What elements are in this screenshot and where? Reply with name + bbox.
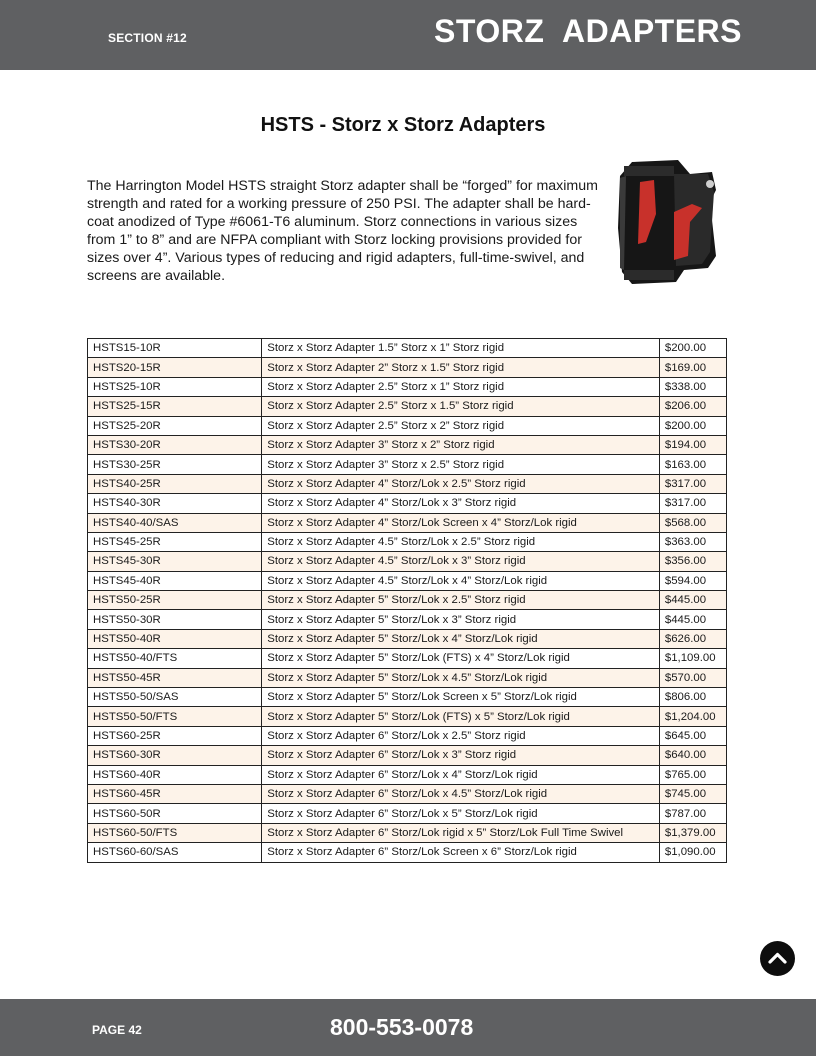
description-cell: Storz x Storz Adapter 6” Storz/Lok x 4” Storz/Lok rigid (262, 765, 660, 784)
product-description: The Harrington Model HSTS straight Storz adapter shall be “forged” for maximum strength and rated for a working pressure of 250 PSI. The adapter shall be hard-coat anodized of Type #6061-T6 aluminum. Storz connections in various sizes from 1” to 8” and are NFPA compliant with Storz locking provisions provided for sizes over 4”. Various types of reducing and rigid adapters, full-time-swivel, and screens are available. (87, 178, 598, 284)
table-row (88, 591, 727, 610)
table-row (88, 532, 727, 551)
price-cell: $787.00 (659, 804, 726, 823)
page-header (0, 0, 816, 70)
model-cell: HSTS30-25R (88, 455, 262, 474)
price-cell: $1,379.00 (659, 823, 726, 842)
price-cell: $1,204.00 (659, 707, 726, 726)
table-row (88, 397, 727, 416)
description-cell: Storz x Storz Adapter 2” Storz x 1.5” Storz rigid (262, 358, 660, 377)
price-cell: $206.00 (659, 397, 726, 416)
model-cell: HSTS60-60/SAS (88, 843, 262, 862)
model-cell: HSTS60-25R (88, 726, 262, 745)
products-table (87, 338, 727, 863)
model-cell: HSTS45-40R (88, 571, 262, 590)
section-label: SECTION #12 (108, 31, 187, 45)
model-cell: HSTS60-45R (88, 784, 262, 803)
table-row (88, 474, 727, 493)
price-cell: $640.00 (659, 746, 726, 765)
model-cell: HSTS45-25R (88, 532, 262, 551)
table-row (88, 629, 727, 648)
table-row (88, 610, 727, 629)
table-row (88, 552, 727, 571)
model-cell: HSTS60-50/FTS (88, 823, 262, 842)
table-row (88, 823, 727, 842)
price-cell: $745.00 (659, 784, 726, 803)
page-number: PAGE 42 (92, 1023, 142, 1037)
price-cell: $806.00 (659, 688, 726, 707)
model-cell: HSTS60-40R (88, 765, 262, 784)
table-row (88, 494, 727, 513)
price-cell: $445.00 (659, 610, 726, 629)
description-cell: Storz x Storz Adapter 5” Storz/Lok x 3” Storz rigid (262, 610, 660, 629)
table-row (88, 804, 727, 823)
model-cell: HSTS15-10R (88, 339, 262, 358)
model-cell: HSTS40-40/SAS (88, 513, 262, 532)
table-row (88, 339, 727, 358)
price-cell: $338.00 (659, 377, 726, 396)
description-cell: Storz x Storz Adapter 2.5” Storz x 2” Storz rigid (262, 416, 660, 435)
model-cell: HSTS60-50R (88, 804, 262, 823)
description-cell: Storz x Storz Adapter 3” Storz x 2” Storz rigid (262, 435, 660, 454)
price-cell: $765.00 (659, 765, 726, 784)
price-cell: $594.00 (659, 571, 726, 590)
description-cell: Storz x Storz Adapter 6” Storz/Lok x 3” Storz rigid (262, 746, 660, 765)
table-row (88, 688, 727, 707)
table-row (88, 455, 727, 474)
model-cell: HSTS60-30R (88, 746, 262, 765)
price-cell: $1,109.00 (659, 649, 726, 668)
model-cell: HSTS50-45R (88, 668, 262, 687)
model-cell: HSTS50-40/FTS (88, 649, 262, 668)
description-cell: Storz x Storz Adapter 4” Storz/Lok Screen x 4” Storz/Lok rigid (262, 513, 660, 532)
price-cell: $200.00 (659, 416, 726, 435)
price-cell: $445.00 (659, 591, 726, 610)
chevron-up-icon (760, 941, 795, 976)
description-cell: Storz x Storz Adapter 6” Storz/Lok Screen x 6” Storz/Lok rigid (262, 843, 660, 862)
table-row (88, 571, 727, 590)
table-row (88, 707, 727, 726)
model-cell: HSTS50-30R (88, 610, 262, 629)
model-cell: HSTS30-20R (88, 435, 262, 454)
price-cell: $356.00 (659, 552, 726, 571)
scroll-to-top-button[interactable] (760, 941, 795, 976)
model-cell: HSTS40-25R (88, 474, 262, 493)
table-row (88, 765, 727, 784)
description-cell: Storz x Storz Adapter 4” Storz/Lok x 2.5” Storz rigid (262, 474, 660, 493)
table-row (88, 358, 727, 377)
description-cell: Storz x Storz Adapter 6” Storz/Lok x 2.5” Storz rigid (262, 726, 660, 745)
description-cell: Storz x Storz Adapter 4” Storz/Lok x 3” Storz rigid (262, 494, 660, 513)
description-cell: Storz x Storz Adapter 6” Storz/Lok x 5” Storz/Lok rigid (262, 804, 660, 823)
description-cell: Storz x Storz Adapter 4.5” Storz/Lok x 4” Storz/Lok rigid (262, 571, 660, 590)
description-cell: Storz x Storz Adapter 5” Storz/Lok x 2.5” Storz rigid (262, 591, 660, 610)
description-cell: Storz x Storz Adapter 4.5” Storz/Lok x 2.5” Storz rigid (262, 532, 660, 551)
description-cell: Storz x Storz Adapter 5” Storz/Lok (FTS) x 4” Storz/Lok rigid (262, 649, 660, 668)
price-cell: $163.00 (659, 455, 726, 474)
model-cell: HSTS25-10R (88, 377, 262, 396)
model-cell: HSTS50-40R (88, 629, 262, 648)
table-row (88, 668, 727, 687)
price-cell: $317.00 (659, 494, 726, 513)
price-cell: $194.00 (659, 435, 726, 454)
price-cell: $317.00 (659, 474, 726, 493)
table-row (88, 843, 727, 862)
table-row (88, 649, 727, 668)
price-cell: $626.00 (659, 629, 726, 648)
description-cell: Storz x Storz Adapter 2.5” Storz x 1.5” Storz rigid (262, 397, 660, 416)
price-cell: $169.00 (659, 358, 726, 377)
price-cell: $363.00 (659, 532, 726, 551)
model-cell: HSTS45-30R (88, 552, 262, 571)
model-cell: HSTS25-20R (88, 416, 262, 435)
page-title: HSTS - Storz x Storz Adapters (260, 114, 546, 136)
model-cell: HSTS25-15R (88, 397, 262, 416)
model-cell: HSTS20-15R (88, 358, 262, 377)
model-cell: HSTS50-25R (88, 591, 262, 610)
table-row (88, 377, 727, 396)
model-cell: HSTS50-50/SAS (88, 688, 262, 707)
price-cell: $645.00 (659, 726, 726, 745)
price-cell: $570.00 (659, 668, 726, 687)
phone-number: 800-553-0078 (330, 1014, 474, 1040)
page-footer (0, 999, 816, 1056)
table-row (88, 726, 727, 745)
description-cell: Storz x Storz Adapter 5” Storz/Lok x 4” Storz/Lok rigid (262, 629, 660, 648)
table-row (88, 784, 727, 803)
storz-adapter-image (612, 152, 734, 288)
description-cell: Storz x Storz Adapter 2.5” Storz x 1” Storz rigid (262, 377, 660, 396)
model-cell: HSTS40-30R (88, 494, 262, 513)
storz-adapter-icon (612, 152, 734, 288)
model-cell: HSTS50-50/FTS (88, 707, 262, 726)
description-cell: Storz x Storz Adapter 6” Storz/Lok rigid x 5” Storz/Lok Full Time Swivel (262, 823, 660, 842)
description-cell: Storz x Storz Adapter 3” Storz x 2.5” Storz rigid (262, 455, 660, 474)
table-row (88, 513, 727, 532)
description-cell: Storz x Storz Adapter 5” Storz/Lok x 4.5” Storz/Lok rigid (262, 668, 660, 687)
description-cell: Storz x Storz Adapter 6” Storz/Lok x 4.5” Storz/Lok rigid (262, 784, 660, 803)
description-cell: Storz x Storz Adapter 1.5” Storz x 1” Storz rigid (262, 339, 660, 358)
price-cell: $568.00 (659, 513, 726, 532)
header-title: STORZ ADAPTERS (434, 13, 742, 49)
table-row (88, 435, 727, 454)
description-cell: Storz x Storz Adapter 5” Storz/Lok (FTS) x 5” Storz/Lok rigid (262, 707, 660, 726)
table-row (88, 416, 727, 435)
description-cell: Storz x Storz Adapter 4.5” Storz/Lok x 3” Storz rigid (262, 552, 660, 571)
description-cell: Storz x Storz Adapter 5” Storz/Lok Screen x 5” Storz/Lok rigid (262, 688, 660, 707)
price-cell: $1,090.00 (659, 843, 726, 862)
table-row (88, 746, 727, 765)
price-cell: $200.00 (659, 339, 726, 358)
